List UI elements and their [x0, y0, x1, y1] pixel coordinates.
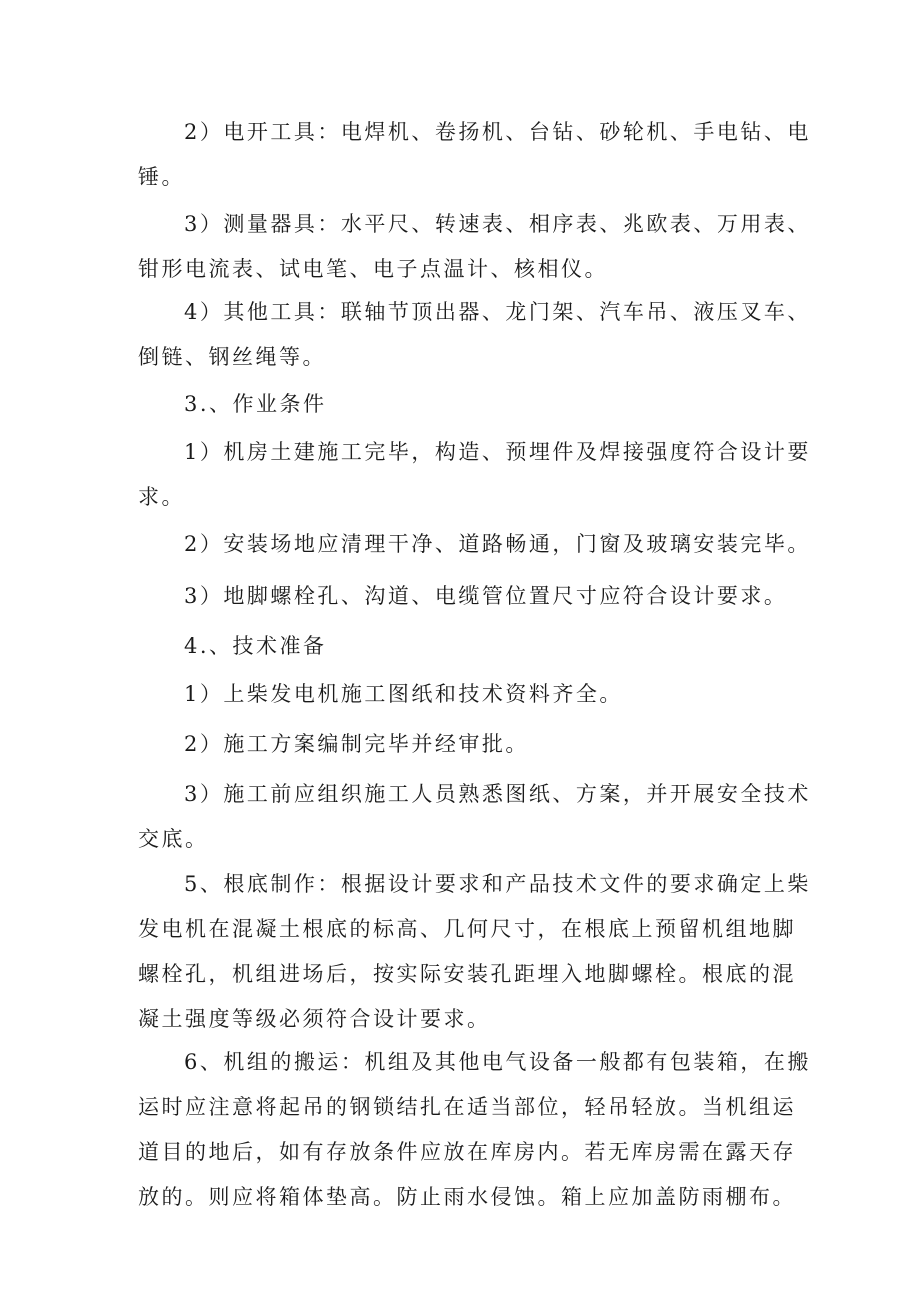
paragraph-preparation-1: 1）上柴发电机施工图纸和技术资料齐全。: [184, 682, 623, 706]
paragraph-other-tools: 4）其他工具：联轴节顶出器、龙门架、汽车吊、液压叉车、倒链、钢丝绳等。: [138, 300, 811, 369]
paragraph-preparation-2: 2）施工方案编制完毕并经审批。: [184, 732, 529, 756]
paragraph-power-tools: 2）电开工具：电焊机、卷扬机、台钻、砂轮机、手电钻、电锤。: [138, 120, 811, 189]
heading-work-conditions: 3.、作业条件: [184, 392, 327, 416]
paragraph-preparation-3: 3）施工前应组织施工人员熟悉图纸、方案，并开展安全技术交底。: [138, 782, 811, 851]
paragraph-condition-1: 1）机房土建施工完毕，构造、预埋件及焊接强度符合设计要求。: [138, 440, 811, 509]
heading-technical-preparation: 4.、技术准备: [184, 634, 327, 658]
paragraph-measuring-tools: 3）测量器具：水平尺、转速表、相序表、兆欧表、万用表、钳形电流表、试电笔、电子点温计、核相仪。: [138, 212, 811, 281]
paragraph-condition-2: 2）安装场地应清理干净、道路畅通，门窗及玻璃安装完毕。: [184, 532, 811, 556]
paragraph-foundation: 5、根底制作：根据设计要求和产品技术文件的要求确定上柴发电机在混凝土根底的标高、几何尺寸，在根底上预留机组地脚螺栓孔，机组进场后，按实际安装孔距埋入地脚螺栓。根底的混凝土强度等级必须符合设计要求。: [138, 872, 811, 1031]
paragraph-transport: 6、机组的搬运：机组及其他电气设备一般都有包装箱，在搬运时应注意将起吊的钢锁结扎在适当部位，轻吊轻放。当机组运道目的地后，如有存放条件应放在库房内。若无库房需在露天存放的。则应将箱体垫高。防止雨水侵蚀。箱上应加盖防雨棚布。: [138, 1050, 811, 1209]
paragraph-condition-3: 3）地脚螺栓孔、沟道、电缆管位置尺寸应符合设计要求。: [184, 584, 788, 608]
